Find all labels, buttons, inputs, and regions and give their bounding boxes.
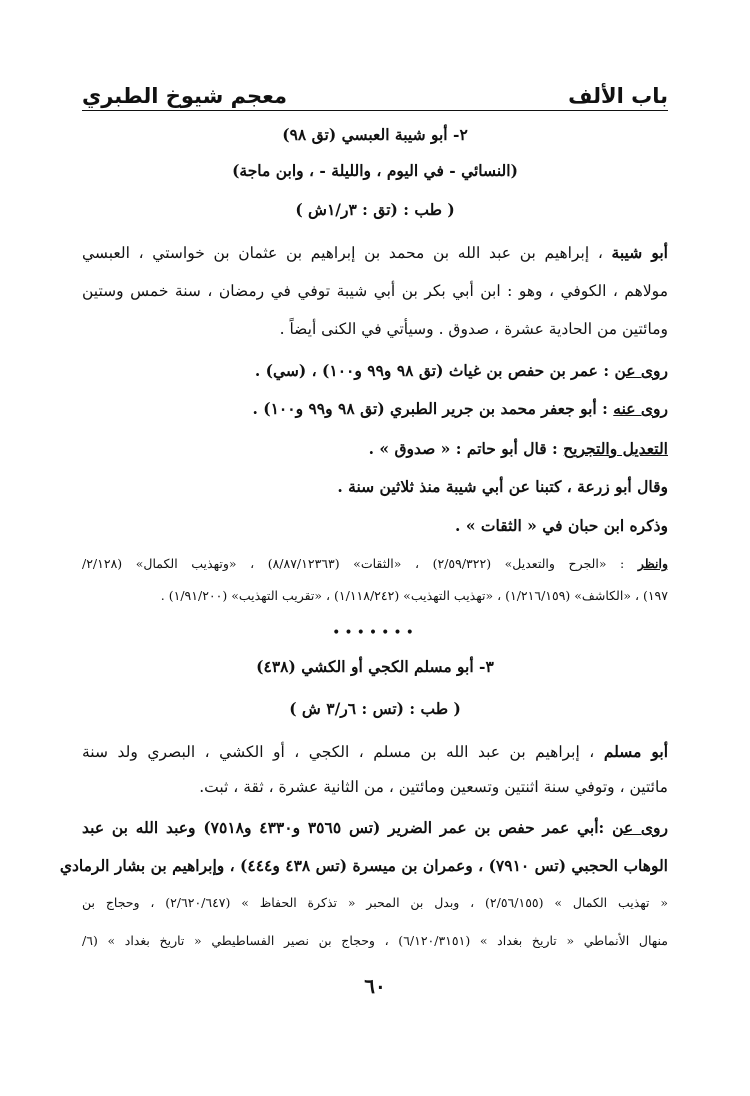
grading-text: : قال أبو حاتم : « صدوق » .	[368, 439, 558, 458]
book-title: معجم شيوخ الطبري	[82, 84, 288, 108]
entry-3-bio-line	[82, 737, 668, 767]
entry-2-ibn-hibban: وذكره ابن حبان في « الثقات » .	[455, 516, 668, 535]
entry-3-bio-line: مائتين ، وتوفي سنة اثنتين وتسعين ومائتين ، من الثانية عشرة ، ثقة ، ثبت.	[199, 778, 668, 796]
chapter-title: باب الألف	[568, 84, 668, 108]
entry-2-narrated-by	[82, 394, 668, 424]
entry-3-bio-text: ، إبراهيم بن عبد الله بن مسلم ، الكجي ، أو الكشي ، البصري ولد سنة	[82, 743, 595, 761]
running-header	[82, 74, 668, 108]
narrated-from-label: روى عن	[612, 818, 668, 837]
entry-2-heading: ٢- أبو شيبة العبسي (تق ٩٨)	[282, 125, 468, 144]
entry-2-grading	[82, 434, 668, 464]
entry-3-heading: ٣- أبو مسلم الكجي أو الكشي (٤٣٨)	[256, 657, 494, 676]
entry-separator: •••••••	[332, 625, 418, 641]
entry-3-tabari-ref: ( طب : (تس : ٦ر/٣ ش )	[289, 699, 461, 718]
see-also-label: وانظر	[637, 556, 668, 571]
entry-2-bio-text: ، إبراهيم بن عبد الله بن محمد بن إبراهيم بن عثمان بن خواستي ، العبسي	[82, 244, 603, 262]
entry-2-bio-line: ومائتين من الحادية عشرة ، صدوق . وسيأتي في الكنى أيضاً .	[279, 320, 668, 338]
narrated-from-label: روى عن	[614, 361, 668, 380]
page-number: ٦٠	[364, 974, 386, 998]
entry-3-narrated-from	[82, 813, 668, 843]
entry-2-name: أبو شيبة	[611, 243, 668, 262]
narrated-by-text: : أبو جعفر محمد بن جرير الطبري (تق ٩٨ و٩٩ و١٠٠) .	[252, 399, 608, 418]
entry-3-narrated-line: منهال الأنماطي « تاريخ بغداد » (٦/١٢٠/٣١٥١) ، وحجاج بن نصير الفساطيطي « تاريخ بغداد » (٦/	[82, 933, 668, 948]
entry-2-books: (النسائي - في اليوم ، والليلة - ، وابن ماجة)	[232, 161, 518, 180]
entry-2-narrated-from	[82, 356, 668, 386]
entry-2-bio-line	[82, 238, 668, 268]
entry-2-tabari-ref: ( طب : (تق : ٣ر/١ش )	[295, 200, 455, 219]
entry-2-abu-zura: وقال أبو زرعة ، كتبنا عن أبي شيبة منذ ثلاثين سنة .	[337, 477, 668, 496]
references-text: : «الجرح والتعديل» (٢/٥٩/٣٢٢) ، «الثقات» (٨/٨٧/١٢٣٦٣) ، «وتهذيب الكمال» (٢/١٢٨/	[82, 556, 625, 571]
entry-3-narrated-line: « تهذيب الكمال » (٢/٥٦/١٥٥) ، وبدل بن المحبر « تذكرة الحفاظ » (٢/٦٢٠/٦٤٧) ، وحجاج بن	[82, 895, 668, 910]
narrated-by-label: روى عنه	[613, 399, 668, 418]
entry-2-bio-line: مولاهم ، الكوفي ، وهو : ابن أبي بكر بن أبي شيبة توفي في رمضان ، سنة خمس وستين	[82, 282, 668, 300]
entry-2-references	[82, 549, 668, 579]
narrated-from-text: :أبي عمر حفص بن عمر الضرير (تس ٣٥٦٥ و٤٣٣٠ و٧٥١٨) وعبد الله بن عبد	[82, 818, 605, 837]
entry-3-name: أبو مسلم	[603, 742, 669, 761]
entry-3-narrated-line: الوهاب الحجبي (تس ٧٩١٠) ، وعمران بن ميسرة (تس ٤٣٨ و٤٤٤) ، وإبراهيم بن بشار الرمادي	[59, 856, 668, 875]
entry-2-references: ١٩٧) ، «الكاشف» (١/٢١٦/١٥٩) ، «تهذيب التهذيب» (١/١١٨/٢٤٢) ، «تقريب التهذيب» (١/٩١/٢٠٠) .	[160, 588, 668, 603]
header-rule	[82, 110, 668, 111]
grading-label: التعديل والتجريح	[563, 439, 668, 458]
narrated-from-text: : عمر بن حفص بن غياث (تق ٩٨ و٩٩ و١٠٠) ، (سي) .	[254, 361, 610, 380]
